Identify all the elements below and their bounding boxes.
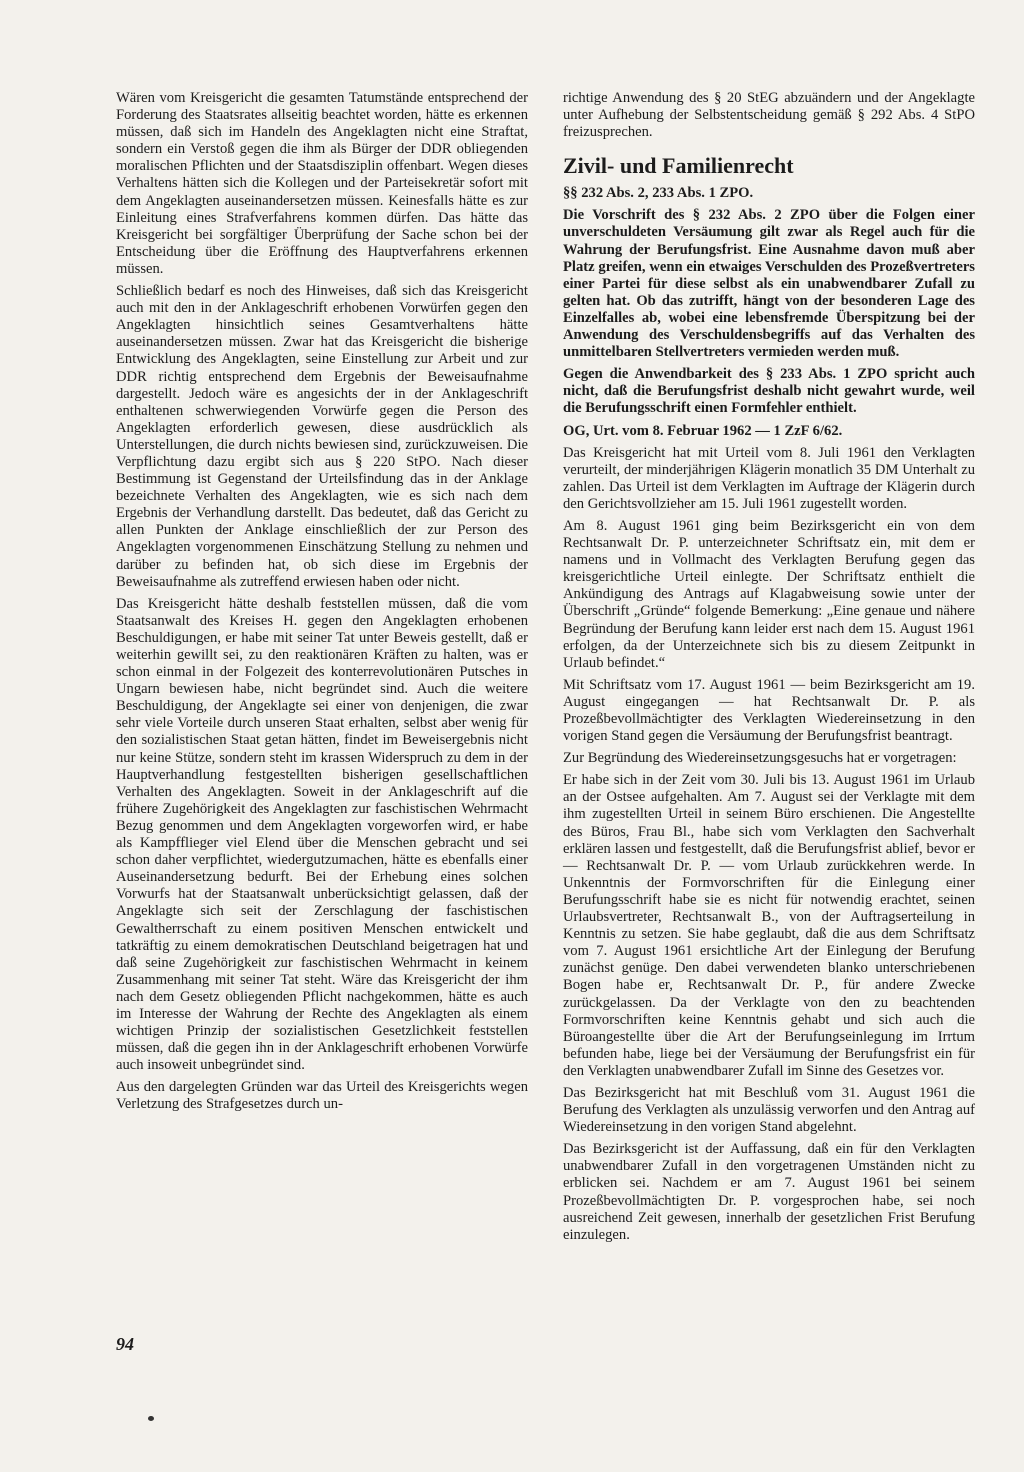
headnote-1: Die Vorschrift des § 232 Abs. 2 ZPO über die Folgen einer unverschuldeten Versäumung gilt zwar als Regel auch für die Wahrung der Berufungsfrist. Eine Ausnahme davon muß aber Platz greifen, wenn ein etwaiges Verschulden des Prozeßvertreters einer Partei für diese selbst als ein unabwendbarer Zufall zu gelten hat. Ob das zutrifft, hängt von der besonderen Lage des Einzelfalles ab, wobei eine lebensfremde Überspitzung bei der Anwendung des Verschuldensbegriffs auf das Verhalten des unmittelbaren Stellvertreters vermieden werden muß. xyxy=(563,207,975,361)
page-number: 94 xyxy=(116,1334,134,1354)
left-paragraph-2: Schließlich bedarf es noch des Hinweises, daß sich das Kreisgericht auch mit den in der Anklageschrift erhobenen Vorwürfen gegen den Angeklagten hinsichtlich seines Gesamtverhaltens hätte auseinandersetzen müssen. Zwar hat das Kreisgericht die bisherige Entwicklung des Angeklagten, seine Einstellung zur Arbeit und zur DDR richtig entsprechend dem Ergebnis der Beweisaufnahme dargestellt. Jedoch wäre es angesichts der in der Anklageschrift enthaltenen schwerwiegenden Vorwürfe gegen die Person des Angeklagten erforderlich gewesen, diese ausdrücklich als Unterstellungen, die durch nichts bewiesen sind, zurückzuweisen. Die Verpflichtung dazu ergibt sich aus § 220 StPO. Nach dieser Bestimmung ist Gegenstand der Urteilsfindung das in der Anklage bezeichnete Verhalten des Angeklagten, wie es sich nach dem Ergebnis der Verhandlung darstellt. Das bedeutet, daß das Gericht zu allen Punkten der Anklage einschließlich der zur Person des Angeklagten vorgenommenen Einschätzung Stellung zu nehmen und darüber zu befinden hat, ob sich diese im Ergebnis der Beweisaufnahme als zutreffend erwiesen haben oder nicht. xyxy=(116,283,528,590)
left-paragraph-1: Wären vom Kreisgericht die gesamten Tatumstände entsprechend der Forderung des Staatsrates allseitig beachtet worden, hätte es erkennen müssen, daß sich im Handeln des Angeklagten nicht eine Straftat, sondern ein Verstoß gegen die ihm als Bürger der DDR obliegenden moralischen Pflichten und der Staatsdisziplin offenbart. Wegen dieses Verhaltens hätten sich die Kollegen und der Parteisekretär sofort mit dem Angeklagten auseinandersetzen müssen. Keinesfalls hätte es zur Einleitung eines Strafverfahrens kommen dürfen. Das hätte das Kreisgericht bei sorgfältiger Überprüfung der Sache schon bei der Entscheidung über die Eröffnung des Hauptverfahrens erkennen müssen. xyxy=(116,90,528,277)
right-column xyxy=(563,90,975,1249)
right-continuation: richtige Anwendung des § 20 StEG abzuändern und der Angeklagte unter Aufhebung der Selbstentscheidung gemäß § 292 Abs. 4 StPO freizusprechen. xyxy=(563,90,975,141)
headnote-2: Gegen die Anwendbarkeit des § 233 Abs. 1 ZPO spricht auch nicht, daß die Berufungsfrist deshalb nicht gewahrt wurde, weil die Berufungsschrift einen Formfehler enthielt. xyxy=(563,366,975,417)
left-column xyxy=(116,90,528,1119)
left-paragraph-3: Das Kreisgericht hätte deshalb feststellen müssen, daß die vom Staatsanwalt des Kreises H. gegen den Angeklagten erhobenen Beschuldigungen, er habe mit seiner Tat unter Beweis gestellt, daß er weiterhin gewillt sei, zu den reaktionären Kräften zu halten, was er schon einmal in der Folgezeit des konterrevolutionären Putsches in Ungarn bewiesen habe, nicht begründet sind. Auch die weitere Beschuldigung, der Angeklagte sei einer von denjenigen, die zwar sehr viele Vorteile durch unseren Staat erhalten, selbst aber wenig für den sozialistischen Staat getan hätten, findet im Beweisergebnis nicht nur keine Stütze, sondern steht im krassen Widerspruch zu dem in der Hauptverhandlung festgestellten bisherigen gesellschaftlichen Verhalten des Angeklagten. Soweit in der Anklageschrift auf die frühere Zugehörigkeit des Angeklagten zur faschistischen Wehrmacht Bezug genommen und dem Angeklagten vorgeworfen wird, er habe als Kampfflieger viel Elend über die Menschen gebracht und sei schon daher verpflichtet, wiedergutzumachen, hätte es ebenfalls einer Auseinandersetzung bedurft. Bei der Erhebung eines solchen Vorwurfs hat der Staatsanwalt unberücksichtigt gelassen, daß der Angeklagte sich seit der Zerschlagung der faschistischen Gewaltherrschaft zu einem positiven Menschen entwickelt und tatkräftig zu einem demokratischen Deutschland beigetragen hat und daß seine Zugehörigkeit zur faschistischen Wehrmacht in keinem Zusammenhang mit seiner Tat steht. Wäre das Kreisgericht der ihm nach dem Gesetz obliegenden Pflicht nachgekommen, hätte es auch im Interesse der Wahrung der Rechte des Angeklagten als einem wichtigen Prinzip der sozialistischen Gesetzlichkeit feststellen müssen, daß die gegen ihn in der Anklageschrift erhobenen Vorwürfe auch insoweit unbegründet sind. xyxy=(116,595,528,1074)
right-paragraph-7: Das Bezirksgericht ist der Auffassung, daß ein für den Verklagten unabwendbarer Zufall in den vorgetragenen Umständen nicht zu erblicken sei. Nachdem er am 7. August 1961 bei seinem Prozeßbevollmächtigten Dr. P. vorgesprochen habe, sei noch ausreichend Zeit gewesen, innerhalb der gesetzlichen Frist Berufung einzulegen. xyxy=(563,1141,975,1243)
section-heading: Zivil- und Familienrecht xyxy=(563,153,794,179)
law-citation: §§ 232 Abs. 2, 233 Abs. 1 ZPO. xyxy=(563,185,754,202)
right-paragraph-6: Das Bezirksgericht hat mit Beschluß vom 31. August 1961 die Berufung des Verklagten als unzulässig verworfen und den Antrag auf Wiedereinsetzung in den vorigen Stand abgelehnt. xyxy=(563,1084,975,1136)
right-paragraph-3: Mit Schriftsatz vom 17. August 1961 — beim Bezirksgericht am 19. August eingegangen — hat Rechtsanwalt Dr. P. als Prozeßbevollmächtigter des Verklagten Wiedereinsetzung in den vorigen Stand gegen die Versäumung der Berufungsfrist beantragt. xyxy=(563,676,975,745)
decision-reference: OG, Urt. vom 8. Februar 1962 — 1 ZzF 6/62. xyxy=(563,422,843,439)
right-paragraph-2: Am 8. August 1961 ging beim Bezirksgericht ein von dem Rechtsanwalt Dr. P. unterzeichneter Schriftsatz ein, mit dem er namens und in Vollmacht des Verklagten Berufung gegen das kreisgerichtliche Urteil einlegte. Der Schriftsatz enthielt die Ankündigung des Antrags auf Klagabweisung sowie unter der Überschrift „Gründe“ folgende Bemerkung: „Eine genaue und nähere Begründung der Berufung kann leider erst nach dem 15. August 1961 erfolgen, da der Unterzeichnete sich bis zu diesem Zeitpunkt in Urlaub befindet.“ xyxy=(563,517,975,671)
right-paragraph-5: Er habe sich in der Zeit vom 30. Juli bis 13. August 1961 im Urlaub an der Ostsee aufgehalten. Am 7. August sei der Verklagte mit dem ihm zugestellten Urteil in seinem Büro erschienen. Die Angestellte des Büros, Frau Bl., habe sich vom Verklagten den Sachverhalt erklären lassen und festgestellt, daß die Berufungsfrist ablief, bevor er — Rechtsanwalt Dr. P. — vom Urlaub zurückkehren werde. In Unkenntnis der Formvorschriften für die Einlegung einer Berufungsschrift habe sie es nicht für notwendig erachtet, seinen Urlaubsvertreter, Rechtsanwalt B., von der Auftragserteilung in Kenntnis zu setzen. Sie habe geglaubt, daß die aus dem Schriftsatz vom 7. August 1961 ersichtliche Art der Einlegung der Berufung zunächst genüge. Den dabei verwendeten blanko unterschriebenen Bogen habe er, Rechtsanwalt Dr. P., für andere Zwecke zurückgelassen. Da der Verklagte von den zu beachtenden Formvorschriften keine Kenntnis gehabt und sich auch die Büroangestellte über die Art der Berufungseinlegung im Irrtum befunden habe, liege bei der Versäumung der Berufungsfrist ein für den Verklagten unabwendbarer Zufall im Sinne des Gesetzes vor. xyxy=(563,772,975,1079)
right-paragraph-4: Zur Begründung des Wiedereinsetzungsgesuchs hat er vorgetragen: xyxy=(563,750,957,767)
print-speck xyxy=(148,1416,154,1421)
left-paragraph-4: Aus den dargelegten Gründen war das Urteil des Kreisgerichts wegen Verletzung des Strafgesetzes durch un- xyxy=(116,1079,528,1113)
right-paragraph-1: Das Kreisgericht hat mit Urteil vom 8. Juli 1961 den Verklagten verurteilt, der minderjährigen Klägerin monatlich 35 DM Unterhalt zu zahlen. Das Urteil ist dem Verklagten im Auftrage der Klägerin durch den Gerichtsvollzieher am 15. Juli 1961 zugestellt worden. xyxy=(563,444,975,512)
